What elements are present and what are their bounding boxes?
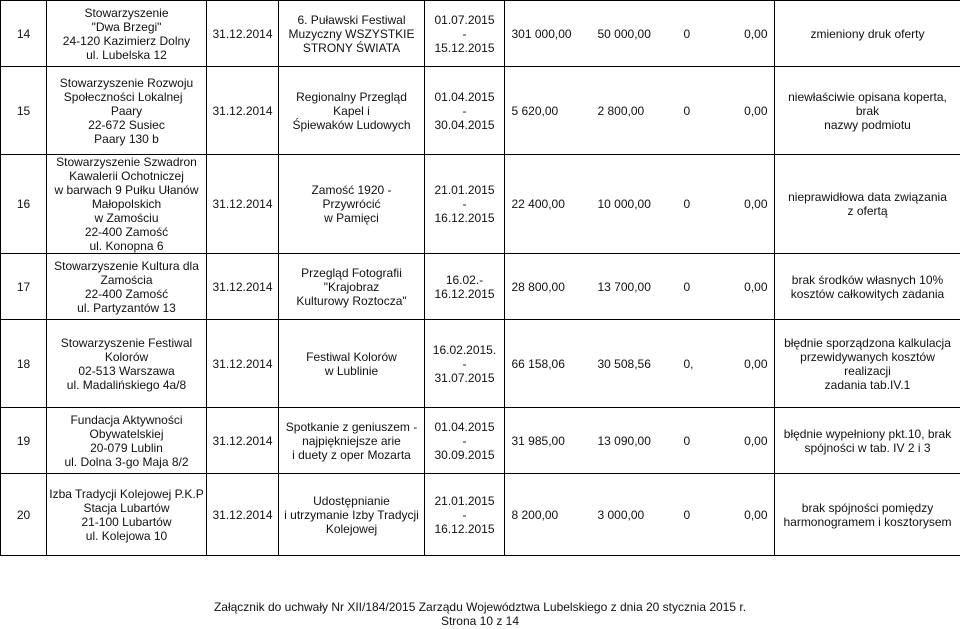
applicant-name: Stowarzyszenie "Dwa Brzegi" 24-120 Kazimierz Dolny ul. Lubelska 12	[47, 1, 207, 67]
requested-amount-value: 13 700,00	[597, 279, 651, 294]
requested-amount-value: 10 000,00	[597, 197, 651, 211]
task-title: Przegląd Fotografii "Krajobraz Kulturowy Roztocza"	[279, 254, 425, 320]
total-cost-value: 31 985,00	[511, 433, 565, 448]
requested-amount-value: 3 000,00	[597, 507, 645, 522]
task-title: Spotkanie z geniuszem - najpiękniejsze arie i duety z oper Mozarta	[279, 408, 425, 474]
submission-date: 31.12.2014	[207, 474, 279, 556]
row-number: 14	[1, 1, 47, 67]
own-funds-value: 0	[683, 103, 691, 118]
applicant-name: Stowarzyszenie Festiwal Kolorów 02-513 Warszawa ul. Madalińskiego 4a/8	[47, 320, 207, 408]
task-title: Udostępnianie i utrzymanie Izby Tradycji Kolejowej	[279, 474, 425, 556]
applicant-name: Stowarzyszenie Szwadron Kawalerii Ochotniczej w barwach 9 Pułku Ułanów Małopolskich w Zamościu 22-400 Zamość ul. Konopna 6	[47, 155, 207, 254]
task-title: Festiwal Kolorów w Lublinie	[279, 320, 425, 408]
own-funds-value: 0	[683, 433, 691, 448]
amounts-cell	[505, 474, 775, 556]
granted-amount-value: 0,00	[744, 197, 768, 211]
task-period: 21.01.2015 - 16.12.2015	[425, 155, 505, 254]
rejection-reason: zmieniony druk oferty	[775, 1, 960, 67]
task-period: 16.02.2015. - 31.07.2015	[425, 320, 505, 408]
amounts-cell	[505, 254, 775, 320]
amounts-cell	[505, 1, 775, 67]
rejection-reason: nieprawidłowa data związania z ofertą	[775, 155, 960, 254]
total-cost-value: 301 000,00	[511, 26, 572, 41]
total-cost-value: 5 620,00	[511, 103, 559, 118]
total-cost-value: 66 158,06	[511, 356, 565, 371]
amounts-cell	[505, 408, 775, 474]
amounts-cell	[505, 67, 775, 155]
amounts-cell	[505, 320, 775, 408]
submission-date: 31.12.2014	[207, 155, 279, 254]
requested-amount-value: 30 508,56	[597, 356, 651, 371]
task-title: 6. Puławski Festiwal Muzyczny WSZYSTKIE STRONY ŚWIATA	[279, 1, 425, 67]
granted-amount-value: 0,00	[744, 26, 768, 41]
own-funds-value: 0,	[683, 356, 694, 371]
rejection-reason: błędnie wypełniony pkt.10, brak spójności w tab. IV 2 i 3	[775, 408, 960, 474]
table-row	[1, 254, 960, 320]
applicant-name: Stowarzyszenie Rozwoju Społeczności Lokalnej Paary 22-672 Susiec Paary 130 b	[47, 67, 207, 155]
annex-note: Załącznik do uchwały Nr XII/184/2015 Zarządu Województwa Lubelskiego z dnia 20 stycznia 2015 r.	[213, 600, 747, 614]
applicant-name: Stowarzyszenie Kultura dla Zamościa 22-400 Zamość ul. Partyzantów 13	[47, 254, 207, 320]
applicant-name: Fundacja Aktywności Obywatelskiej 20-079 Lublin ul. Dolna 3-go Maja 8/2	[47, 408, 207, 474]
own-funds-value: 0	[683, 507, 691, 522]
applicant-name: Izba Tradycji Kolejowej P.K.P Stacja Lubartów 21-100 Lubartów ul. Kolejowa 10	[47, 474, 207, 556]
row-number: 15	[1, 67, 47, 155]
total-cost-value: 22 400,00	[511, 197, 565, 211]
rejection-reason: brak środków własnych 10% kosztów całkowitych zadania	[775, 254, 960, 320]
row-number: 20	[1, 474, 47, 556]
table-row	[1, 474, 960, 556]
granted-amount-value: 0,00	[744, 279, 768, 294]
submission-date: 31.12.2014	[207, 320, 279, 408]
requested-amount-value: 50 000,00	[597, 26, 651, 41]
table-row	[1, 320, 960, 408]
granted-amount-value: 0,00	[744, 507, 768, 522]
rejection-reason: błędnie sporządzona kalkulacja przewidywanych kosztów realizacji zadania tab.IV.1	[775, 320, 960, 408]
own-funds-value: 0	[683, 197, 691, 211]
rejection-reason: niewłaściwie opisana koperta, brak nazwy podmiotu	[775, 67, 960, 155]
table-row	[1, 408, 960, 474]
rejection-reason: brak spójności pomiędzy harmonogramem i kosztorysem	[775, 474, 960, 556]
row-number: 18	[1, 320, 47, 408]
task-period: 01.04.2015 - 30.09.2015	[425, 408, 505, 474]
granted-amount-value: 0,00	[744, 356, 768, 371]
amounts-cell	[505, 155, 775, 254]
granted-amount-value: 0,00	[744, 103, 768, 118]
table-row	[1, 67, 960, 155]
submission-date: 31.12.2014	[207, 254, 279, 320]
submission-date: 31.12.2014	[207, 408, 279, 474]
row-number: 19	[1, 408, 47, 474]
task-title: Regionalny Przegląd Kapel i Śpiewaków Ludowych	[279, 67, 425, 155]
row-number: 16	[1, 155, 47, 254]
page-number: Strona 10 z 14	[440, 614, 520, 628]
task-title: Zamość 1920 - Przywrócić w Pamięci	[279, 155, 425, 254]
own-funds-value: 0	[683, 279, 691, 294]
submission-date: 31.12.2014	[207, 67, 279, 155]
granted-amount-value: 0,00	[744, 433, 768, 448]
table-row	[1, 155, 960, 254]
submission-date: 31.12.2014	[207, 1, 279, 67]
task-period: 16.02.- 16.12.2015	[425, 254, 505, 320]
requested-amount-value: 2 800,00	[597, 103, 645, 118]
table-row	[1, 1, 960, 67]
task-period: 01.04.2015 - 30.04.2015	[425, 67, 505, 155]
own-funds-value: 0	[683, 26, 691, 41]
total-cost-value: 28 800,00	[511, 279, 565, 294]
requested-amount-value: 13 090,00	[597, 433, 651, 448]
total-cost-value: 8 200,00	[511, 507, 559, 522]
task-period: 21.01.2015 - 16.12.2015	[425, 474, 505, 556]
task-period: 01.07.2015 - 15.12.2015	[425, 1, 505, 67]
row-number: 17	[1, 254, 47, 320]
